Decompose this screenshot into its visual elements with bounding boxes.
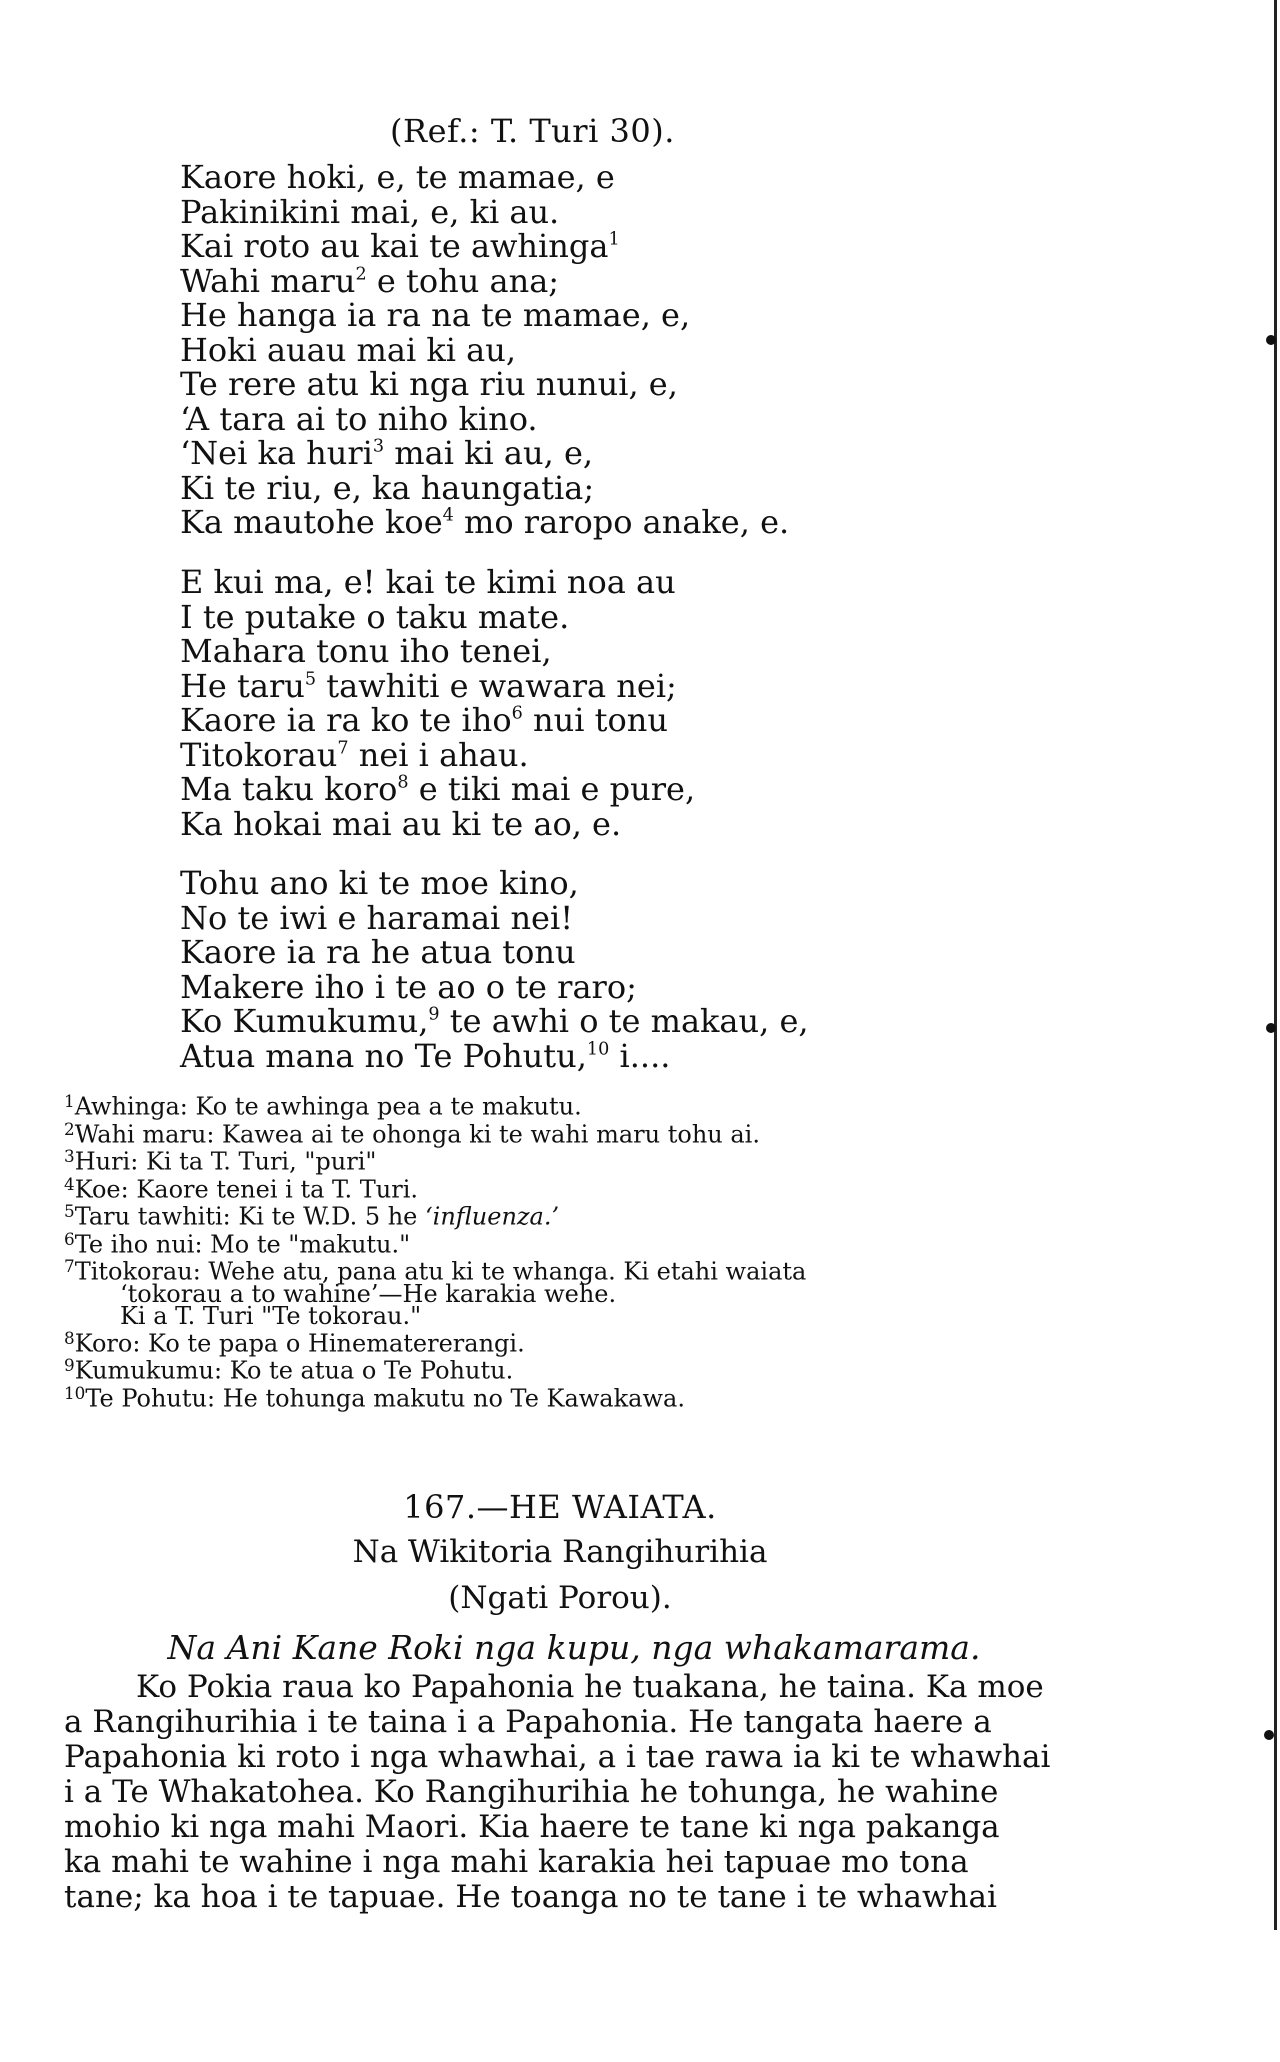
footnote-number: 5 <box>64 1201 75 1222</box>
footnote-number: 2 <box>64 1118 75 1139</box>
prose-line: mohio ki nga mahi Maori. Kia haere te tane ki nga pakanga <box>64 1809 1000 1845</box>
poem-line: Ka mautohe koe$^4$ mo raropo anake, e. <box>180 503 790 541</box>
prose-line: Ko Pokia raua ko Papahonia he tuakana, he taina. Ka moe <box>136 1669 1044 1705</box>
footnote-emphasis: ‘influenza.’ <box>425 1202 560 1231</box>
poem-line: Te rere atu ki nga riu nunui, e, <box>180 365 678 403</box>
footnote-ref: 4 <box>442 505 454 526</box>
poem-line: Kaore ia ra he atua tonu <box>180 933 576 971</box>
poem-line: ‘A tara ai to niho kino. <box>180 399 538 438</box>
footnote-ref: 1 <box>608 229 620 250</box>
poem-line: Ka hokai mai au ki te ao, e. <box>180 804 622 843</box>
footnote-number: 10 <box>64 1382 86 1403</box>
footnote: $^6$Te iho nui: Mo te "makutu." <box>64 1228 411 1259</box>
poem-line: He hanga ia ra na te mamae, e, <box>180 296 691 334</box>
footnote-ref: 3 <box>372 436 385 457</box>
poem-line: Ma taku koro$^8$ e tiki mai e pure, <box>180 770 696 808</box>
footnote: $^1$Awhinga: Ko te awhinga pea a te makutu. <box>64 1091 582 1121</box>
footnote: ‘tokorau a to wahine’—He karakia wehe. <box>120 1279 617 1308</box>
footnote: $^7$Titokorau: Wehe atu, pana atu ki te whanga. Ki etahi waiata <box>64 1256 807 1286</box>
song-editor-credit: Na Ani Kane Roki nga kupu, nga whakamarama. <box>167 1628 981 1667</box>
prose-line: Papahonia ki roto i nga whawhai, a i tae rawa ia ki te whawhai <box>64 1739 1051 1775</box>
margin-mark <box>1266 1023 1276 1033</box>
poem-line: Hoki auau mai ki au, <box>180 330 516 369</box>
poem-line: Tohu ano ki te moe kino, <box>180 864 579 902</box>
footnote: $^{10}$Te Pohutu: He tohunga makutu no Te Kawakawa. <box>64 1382 685 1413</box>
poem-line: Makere iho i te ao o te raro; <box>180 967 637 1006</box>
poem-line: E kui ma, e! kai te kimi noa au <box>180 563 676 601</box>
footnote: $^9$Kumukumu: Ko te atua o Te Pohutu. <box>64 1355 514 1385</box>
page-edge-line <box>1274 0 1277 1930</box>
poem-line: ‘Nei ka huri$^3$ mai ki au, e, <box>180 434 594 472</box>
poem-line: Kaore hoki, e, te mamae, e <box>180 158 615 196</box>
footnote: Ki a T. Turi "Te tokorau." <box>120 1301 422 1330</box>
poem-line: Kaore ia ra ko te iho$^6$ nui tonu <box>180 701 668 739</box>
poem-stanza-3 <box>180 866 1080 1073</box>
poem-stanza-1 <box>180 160 1080 540</box>
footnote: $^8$Koro: Ko te papa o Hinematererangi. <box>64 1327 525 1358</box>
footnote: $^5$Taru tawhiti: Ki te W.D. 5 he ‘influenza.’ <box>64 1201 560 1231</box>
poem-line: Mahara tonu iho tenei, <box>180 632 552 670</box>
footnote-ref: 10 <box>586 1039 610 1060</box>
song-title: 167.—HE WAIATA. <box>403 1488 717 1526</box>
poem-line: Ki te riu, e, ka haungatia; <box>180 468 595 507</box>
poem-line: Atua mana no Te Pohutu,$^{10}$ i.... <box>180 1036 671 1075</box>
poem-line: Wahi maru$^2$ e tohu ana; <box>180 261 560 300</box>
footnote-ref: 2 <box>355 264 367 285</box>
song-author: Na Wikitoria Rangihurihia <box>352 1534 768 1570</box>
footnote-ref: 7 <box>337 738 349 759</box>
prose-line: ka mahi te wahine i nga mahi karakia hei tapuae mo tona <box>64 1844 969 1880</box>
prose-paragraph <box>64 1670 1054 1915</box>
footnote: $^4$Koe: Kaore tenei i ta T. Turi. <box>64 1173 419 1204</box>
footnote-number: 8 <box>64 1327 75 1348</box>
poem-stanza-2 <box>180 565 1080 841</box>
footnote-ref: 6 <box>511 703 523 724</box>
reference-line: (Ref.: T. Turi 30). <box>390 112 675 150</box>
song-tribe: (Ngati Porou). <box>448 1580 672 1616</box>
footnote-number: 9 <box>64 1355 75 1376</box>
margin-mark <box>1264 1730 1274 1740</box>
poem-line: I te putake o taku mate. <box>180 597 570 636</box>
poem-line: No te iwi e haramai nei! <box>180 898 574 937</box>
poem-line: Titokorau$^7$ nei i ahau. <box>180 735 529 774</box>
footnote-ref: 8 <box>397 772 409 793</box>
footnote-number: 1 <box>64 1091 75 1111</box>
footnote-ref: 5 <box>304 669 317 690</box>
footnote-number: 6 <box>64 1228 75 1249</box>
footnote: $^2$Wahi maru: Kawea ai te ohonga ki te wahi maru tohu ai. <box>64 1118 760 1149</box>
footnote-number: 7 <box>64 1256 75 1277</box>
prose-line: a Rangihurihia i te taina i a Papahonia. He tangata haere a <box>64 1704 992 1740</box>
footnotes <box>64 1090 1064 1413</box>
prose-line: tane; ka hoa i te tapuae. He toanga no te tane i te whawhai <box>64 1879 997 1915</box>
footnote: $^3$Huri: Ki ta T. Turi, "puri" <box>64 1146 377 1176</box>
footnote-ref: 9 <box>428 1004 440 1025</box>
footnote-number: 4 <box>64 1173 75 1194</box>
footnote-number: 3 <box>64 1146 75 1167</box>
margin-mark <box>1266 335 1276 345</box>
poem-line: Kai roto au kai te awhinga$^1$ <box>180 227 620 265</box>
poem-line: He taru$^5$ tawhiti e wawara nei; <box>180 666 677 705</box>
poem-line: Pakinikini mai, e, ki au. <box>180 192 560 231</box>
prose-line: i a Te Whakatohea. Ko Rangihurihia he tohunga, he wahine <box>64 1774 999 1810</box>
poem-line: Ko Kumukumu,$^9$ te awhi o te makau, e, <box>180 1002 809 1040</box>
